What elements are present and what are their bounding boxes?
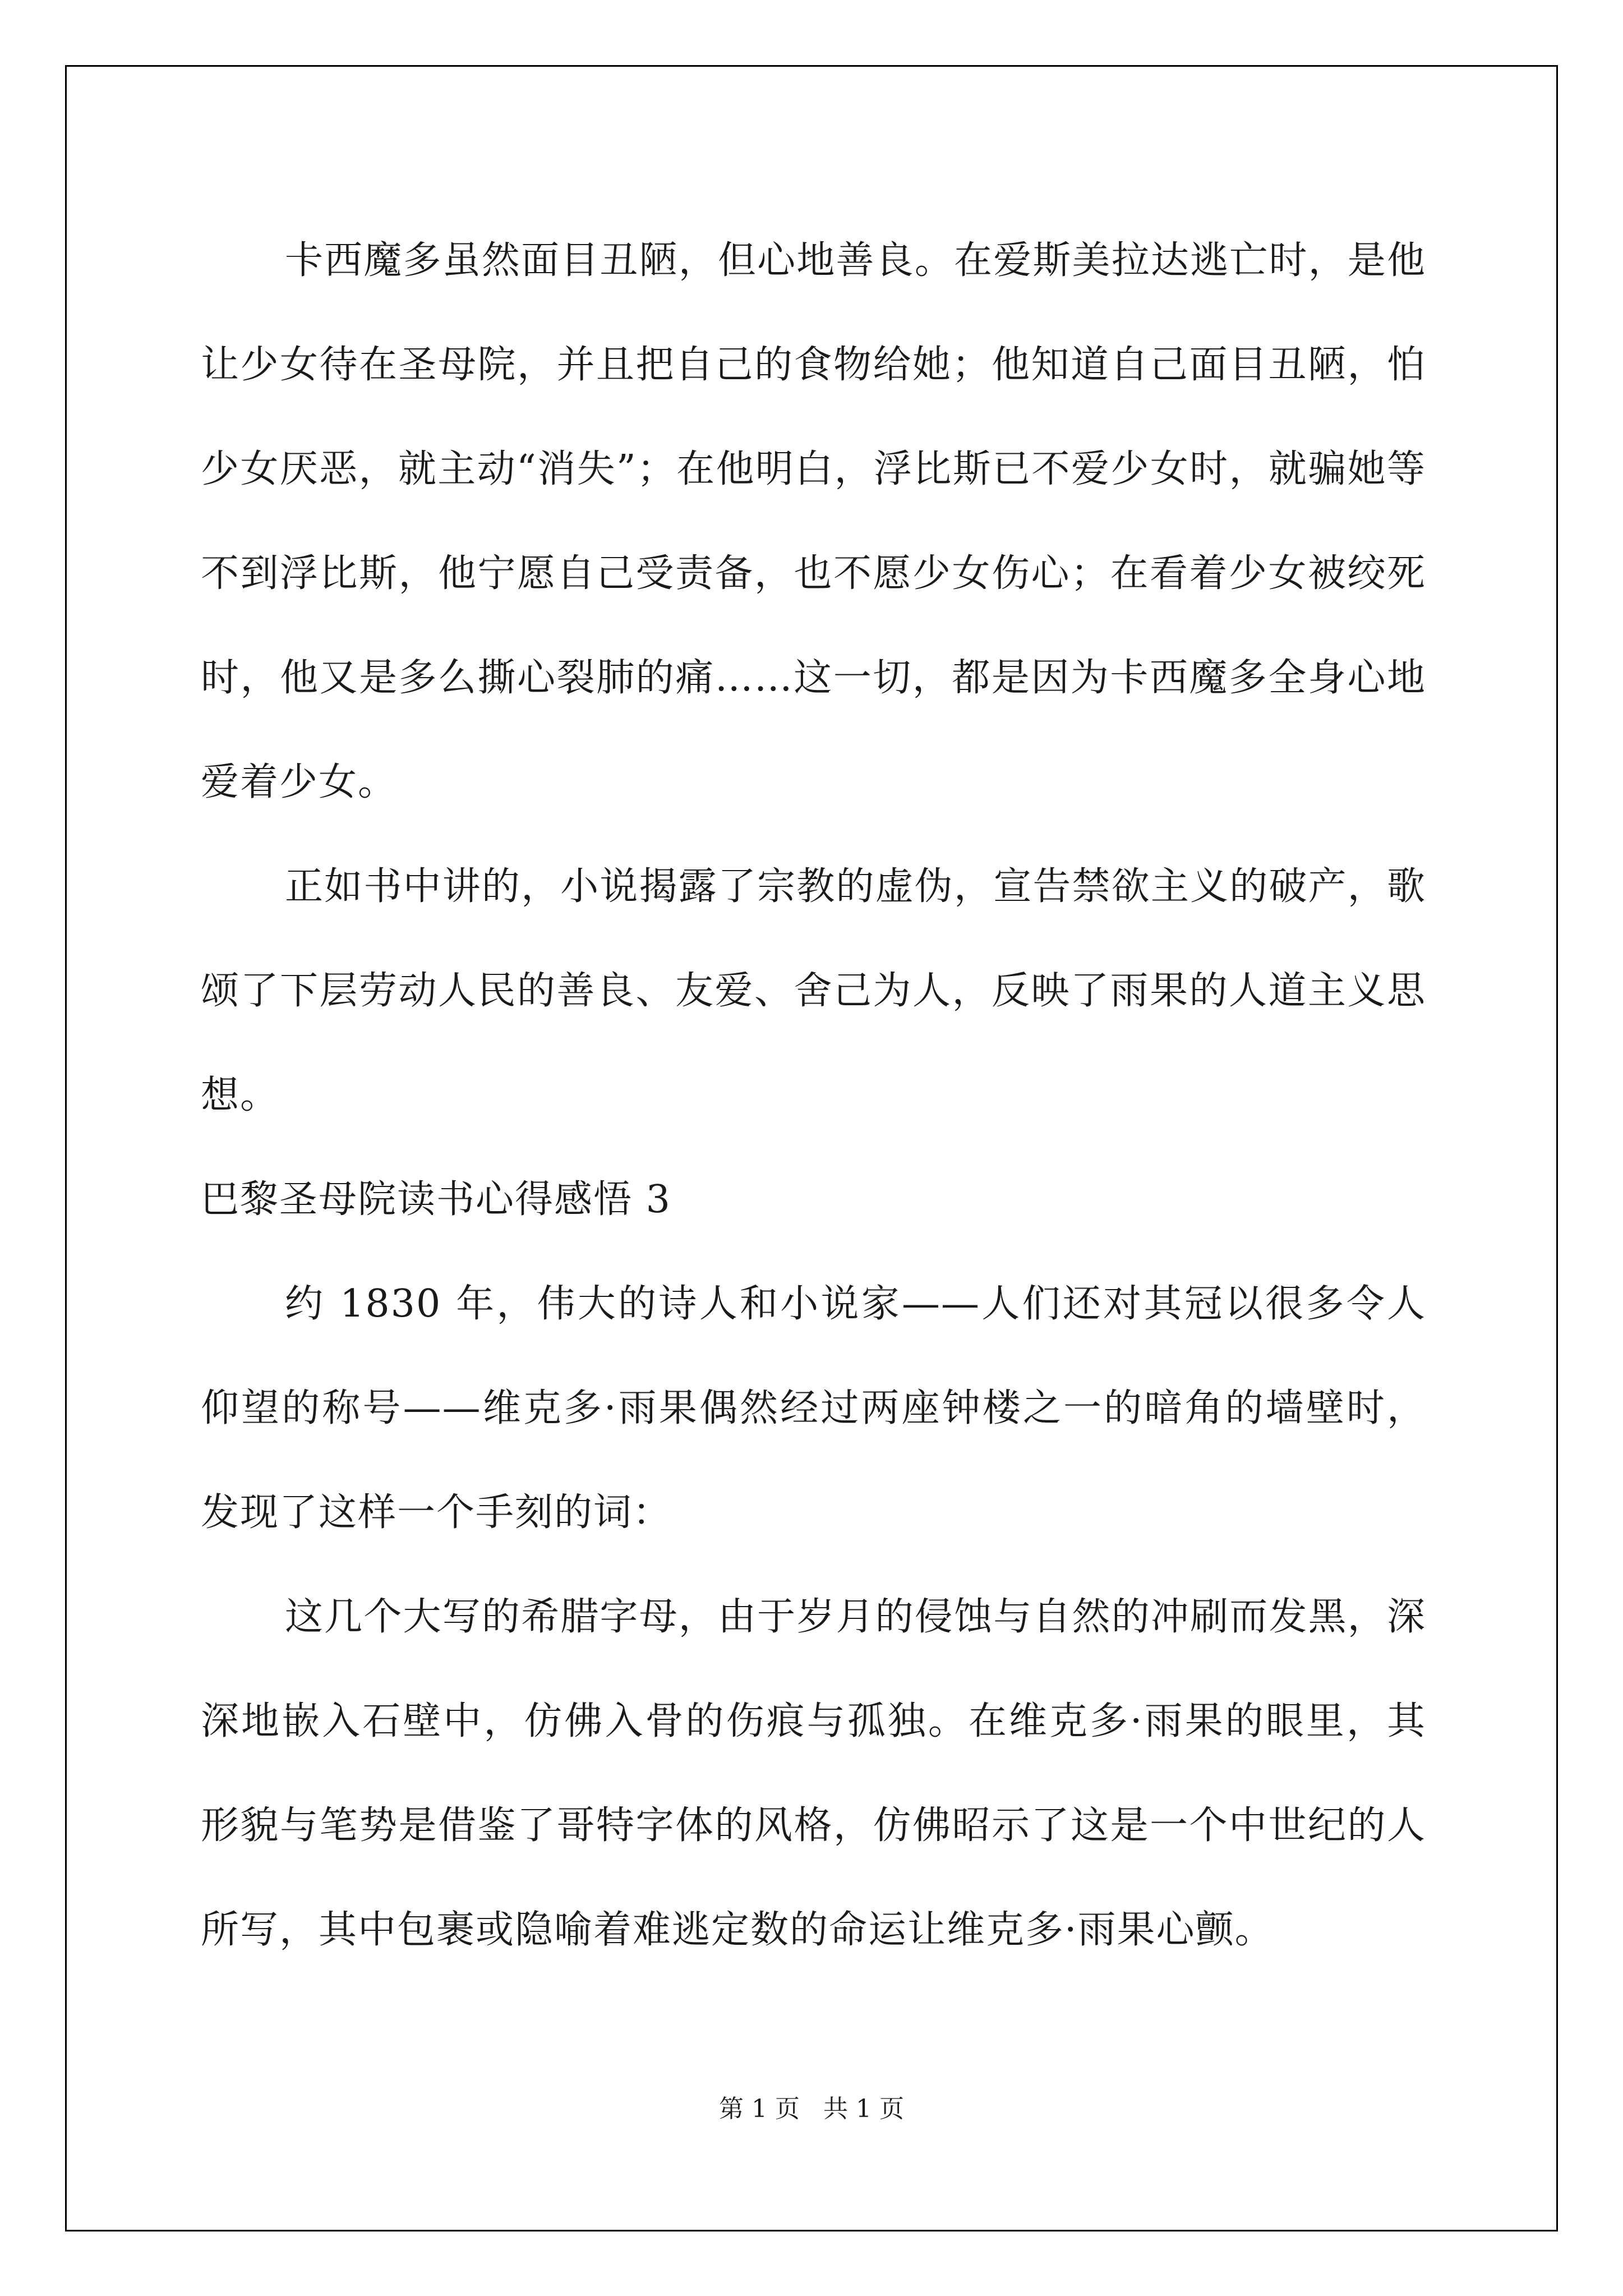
paragraph-greek-letters: 这几个大写的希腊字母，由于岁月的侵蚀与自然的冲刷而发黑，深深地嵌入石壁中，仿佛入骨的伤痕与孤独。在维克多·雨果的眼里，其形貌与笔势是借鉴了哥特字体的风格，仿佛昭示了这是一个中世纪的人所写，其中包裹或隐喻着难逃定数的命运让维克多·雨果心颤。	[201, 1595, 1426, 1952]
page-number-current: 第 1 页	[719, 2095, 800, 2123]
document-body	[201, 209, 1426, 1982]
section-heading: 巴黎圣母院读书心得感悟 3	[201, 1177, 671, 1222]
paragraph-hugo-discovery: 约 1830 年，伟大的诗人和小说家——人们还对其冠以很多令人仰望的称号——维克多·雨果偶然经过两座钟楼之一的暗角的墙壁时，发现了这样一个手刻的词：	[201, 1282, 1426, 1535]
paragraph-novel-theme: 正如书中讲的，小说揭露了宗教的虚伪，宣告禁欲主义的破产，歌颂了下层劳动人民的善良、友爱、舍己为人，反映了雨果的人道主义思想。	[201, 864, 1426, 1117]
page-footer	[0, 2092, 1623, 2126]
paragraph-quasimodo: 卡西魔多虽然面目丑陋，但心地善良。在爱斯美拉达逃亡时，是他让少女待在圣母院，并且把自己的食物给她；他知道自己面目丑陋，怕少女厌恶，就主动“消失”；在他明白，浮比斯已不爱少女时，就骗她等不到浮比斯，他宁愿自己受责备，也不愿少女伤心；在看着少女被绞死时，他又是多么撕心裂肺的痛……这一切，都是因为卡西魔多全身心地爱着少女。	[201, 238, 1426, 804]
page-number-total: 共 1 页	[823, 2095, 904, 2123]
